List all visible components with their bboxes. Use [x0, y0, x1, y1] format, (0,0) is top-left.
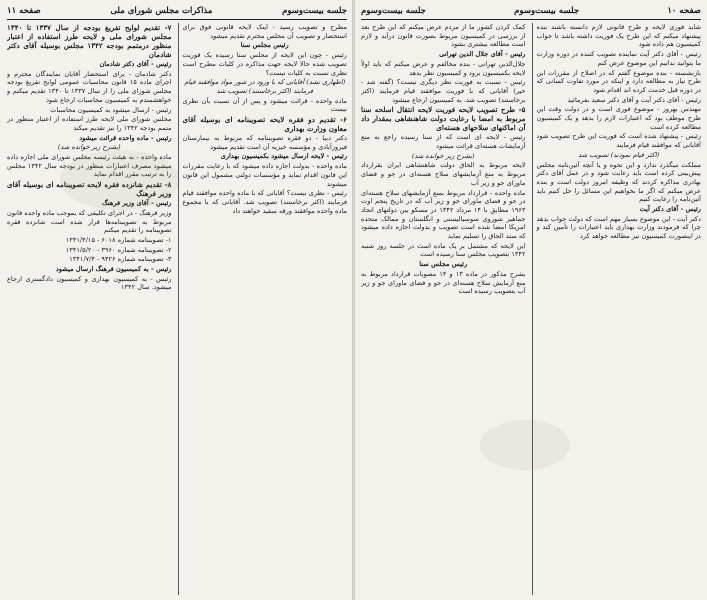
- paragraph: رئیس - به کمیسیون بهداری و کمیسیون دادگستری ارجاع میشود. سال ۱۳۴۲: [7, 274, 172, 292]
- paper-stain: [480, 420, 570, 470]
- paragraph: مطرح و تصویب رسید - اینک لایحه قانونی فوق برای استحضار و تصویب آن مجلس محترم تقدیم میشود: [182, 23, 347, 40]
- column-right: [532, 23, 702, 595]
- paragraph: رئیس - چون این لایحه از مجلس سنا رسیده یک فوریت تصویب شده حالا لایحه جهت مذاکره در کلیات مطرح است نظری نسبت به کلیات نیست؟: [182, 51, 347, 77]
- paragraph: دکتر آیت - این موضوع بسیار مهم است که دولت جواب بدهد چرا که فرمودند وزارت بهداری باید اعتبارات را تأمین کند و در اینصورت کمیسیون نیز مطالعه خواهد کرد: [536, 214, 701, 241]
- signature-line: رئیس مجلس سنا: [240, 41, 289, 50]
- speaker-line: رئیس - آقای جلال الدین تهرانی: [439, 50, 526, 59]
- column-group: [361, 23, 701, 595]
- paragraph: رئیس - آقای دکتر آیت و آقای دکتر سعید بفرمائید: [567, 95, 701, 104]
- list-item: ۲- تصویبنامه شماره ۳۹۶۰ - ۱۳۴۱/۵/۲۰: [65, 245, 172, 254]
- column-left: [361, 23, 526, 595]
- list-item: ۳- تصویبنامه شماره ۹۴۲۶ - ۱۳۴۱/۷/۴: [69, 255, 172, 264]
- section-heading: ۸- تقدیم شانزده فقره لایحه تصویبنامه ای بوسیله آقای وزیر فرهنگ: [7, 180, 172, 199]
- page-header: [361, 3, 701, 20]
- paragraph: رئیس - نسبت به فوریت نظر دیگری نیست؟ (گفته شد - خیر) آقایانی که با فوریت موافقند قیام فرمایند (اکثر برخاستند) تصویب شد. به کمیسیون ارجاع میشود: [361, 78, 526, 104]
- paragraph: دکتر شادمان - برای استحضار آقایان نمایندگان محترم و اجرای ماده ۱۵ قانون محاسبات عمومی لوایح تفریغ بودجه مجلس شورای ملی را از سال ۱۳۳۷ تا ۱۳۴۰ تقدیم میکنم و خواهشمندم به کمیسیون محاسبات ارجاع شود: [7, 69, 172, 104]
- reading-note: (بشرح زیر خوانده شد): [411, 151, 475, 160]
- paragraph: مجلس شورای ملی لایحه طرز استفاده از اعتبار منظور در متمم بودجه ۱۳۴۲ را نیز تقدیم میکند: [7, 115, 172, 132]
- paragraph: مملکت میگذرد ندارد و این نحوه و یا آنچه آئین‌نامه مجلس پیش‌بینی کرده است باید رعایت شود و در عمل آقای دکتر بهادری مذاکره کردند که وظیفه امروز دولت است و بنده عرض میکنم که اگر ما بخواهیم این مسائل را حل کنیم باید آئین‌نامه را رعایت کنیم: [536, 160, 701, 204]
- column-group: [7, 23, 347, 595]
- paragraph: دکتر دبیا - دو فقره تصویبنامه که مربوط به بیمارستان فیروزآبادی و مؤسسه خیریه آن است تقدیم میشود: [182, 134, 347, 151]
- session-title: جلسه بیست‌وسوم: [282, 6, 347, 16]
- page-fold: [352, 0, 355, 600]
- speaker-line: رئیس - آقای دکتر شادمان: [99, 60, 172, 68]
- section-heading: ۶- تقدیم دو فقره لایحه تصویبنامه ای بوسیله آقای معاون وزارت بهداری: [182, 115, 347, 134]
- paragraph: ماده واحده - قرارداد مربوط بمنع آزمایشهای سلاح هسته‌ای در جو و فضای ماورای جو و زیر آب که در تاریخ پنجم اوت ۱۹۶۳ مطابق با ۱۴ مرداد ۱۳۴۲ در مسکو بین دولتهای اتحاد جماهیر شوروی سوسیالیستی و انگلستان و ممالک متحده امریکا امضا شده است تصویب و بدولت اجازه داده میشود که سند الحاق را تسلیم نماید: [361, 188, 526, 241]
- paragraph: کمک کردن کشور ما از مردم عرض میکنم که این طرح بعد از بررسی در کمیسیون مربوط بصورت قانون درآید و لازم است مطالعه بیشتری بشود: [361, 23, 526, 49]
- paragraph: این لایحه که مشتمل بر یک ماده است در جلسه روز شنبه ۱۳۴۲ بتصویب مجلس سنا رسیده است: [361, 241, 526, 259]
- paragraph: ماده واحده - بدولت اجازه داده میشود که با رعایت مقررات این قانون اقدام نماید و مؤسسات دولتی مشمول این قانون میشوند: [182, 162, 347, 188]
- section-heading: ۵- طرح تصویب لایحه فوریت لایحه انتقال اسلحه سنا مربوط به امضا با رعایت دولت شاهنشاهی بمقدار داد آن اماکنهای سلاحهای هسته‌ای: [361, 105, 526, 133]
- right-page: [354, 0, 707, 600]
- paragraph: شاید فوری لایحه و طرح قانونی لازم دانسته باشند بنده پیشنهاد میکنم که این طرح یک فوریت داشته باشد تا جواب کمیسیون هم داده شود: [536, 23, 701, 49]
- publication-title: مذاکرات مجلس شورای ملی: [110, 6, 213, 16]
- page-header: [7, 3, 347, 20]
- paper-stain: [60, 150, 180, 210]
- paragraph: بشرح مذکور در ماده ۱۳ و ۱۴ مصوبات قرارداد مربوط به منع آزمایش سلاح هسته‌ای در جو و فضای ماورای جو و زیر آب بتصویب رسیده است: [361, 269, 526, 296]
- page-number: صفحه ۱۰: [667, 6, 701, 16]
- paragraph: ماده واحده - قرائت میشود و پس از آن نسبت بآن نظری نیست: [182, 96, 347, 114]
- section-heading: ۷- تقدیم لوایح تفریغ بودجه از سال ۱۳۳۷ تا ۱۳۴۰ مجلس شورای ملی و لایحه طرز استفاده از اعتبار منظور درمتمم بودجه ۱۳۴۲ مجلس بوسیله آقای دکتر شادمان: [7, 23, 172, 59]
- page-number: صفحه ۱۱: [7, 6, 41, 16]
- paragraph: بازنشسته - بنده موضوع گفتم که در اصلاح از مقررات این طرح نیاز به مطالعه دارد و اینکه در مورد تفاوت کسانی که در دوره قبل خدمت کرده اند اقدام شود: [536, 68, 701, 94]
- paragraph: رئیس - پیشنهاد شده است که فوریت این طرح تصویب شود آقایانی که موافقند قیام فرمایند: [536, 132, 701, 150]
- paragraph: رئیس - نظری نیست؟ آقایانی که با ماده واحده موافقند قیام فرمایند (اکثر برخاستند) تصویب شد. آقایانی که با مجموع ماده واحده موافقند ورقه سفید خواهند داد: [182, 189, 347, 215]
- vote-note: (اکثر قیام نمودند) تصویب شد: [578, 150, 660, 159]
- paragraph: مهندس بهروز - موضوع فوری است و در دولت وقت این طرح موظف بود که اعتبارات لازم را بدهد و یک کمیسیون مطالعه کرده است: [536, 105, 701, 131]
- speaker-line: رئیس - آقای دکتر آیت: [639, 205, 701, 214]
- reading-note: (بشرح زیر خوانده شد): [57, 143, 121, 152]
- column-right: [178, 23, 348, 595]
- paragraph: ماده واحده - به هیئت رئیسه مجلس شورای ملی اجازه داده میشود مصرف اعتبارات منظور در بودجه سال ۱۳۴۲ مجلس را به ترتیب مقرر اقدام نماید: [7, 153, 172, 179]
- session-mini-title: جلسه بیست‌وسوم: [361, 6, 426, 16]
- paragraph: جلال‌الدین تهرانی - بنده مخالفم و عرض میکنم که باید اولاً لایحه بکمیسیون برود و کمیسیون نظر بدهد: [361, 59, 526, 77]
- paragraph: لایحه مربوط به الحاق دولت شاهنشاهی ایران بقرارداد مربوط به منع آزمایشهای سلاح هسته‌ای در جو و فضای ماورای جو و زیر آب: [361, 161, 526, 187]
- speaker-line: رئیس - ماده واحده قرائت میشود: [79, 133, 172, 142]
- paragraph: رئیس - ارسال میشود به کمیسیون محاسبات: [50, 105, 172, 114]
- vote-note: (اظهاری نشد) آقایانی که با ورود در شور مواد موافقند قیام فرمایند (اکثر برخاستند) تصویب شد: [184, 78, 346, 95]
- speaker-line: رئیس - آقای وزیر فرهنگ: [102, 199, 172, 208]
- list-item: ۱- تصویبنامه شماره ۶۰۱۸ - ۱۳۴۱/۴/۱۵: [65, 235, 172, 244]
- speaker-line: رئیس - لایحه ارسال میشود بکمیسیون بهداری: [220, 152, 347, 161]
- signature-line: رئیس مجلس سنا: [419, 260, 468, 269]
- speaker-line: رئیس - به کمیسیون فرهنگ ارسال میشود: [55, 265, 172, 274]
- left-page: [1, 0, 354, 600]
- paragraph: رئیس - لایحه ای است که از سنا رسیده راجع به منع آزمایشات هسته‌ای قرائت میشود: [361, 133, 526, 151]
- paragraph: رئیس - آقای دکتر آیت نماینده تصویب کننده در دوره وزارت ما بتوانید بدانیم این موضوع عرض کنم: [536, 50, 701, 67]
- column-left: [7, 23, 172, 595]
- paragraph: وزیر فرهنگ - در اجرای تکلیفی که بموجب ماده واحده قانون مربوط به تصویبنامه‌ها قرار شده است شانزده فقره تصویبنامه را تقدیم میکنم: [7, 208, 172, 235]
- session-title: جلسه بیست‌وسوم: [514, 6, 580, 16]
